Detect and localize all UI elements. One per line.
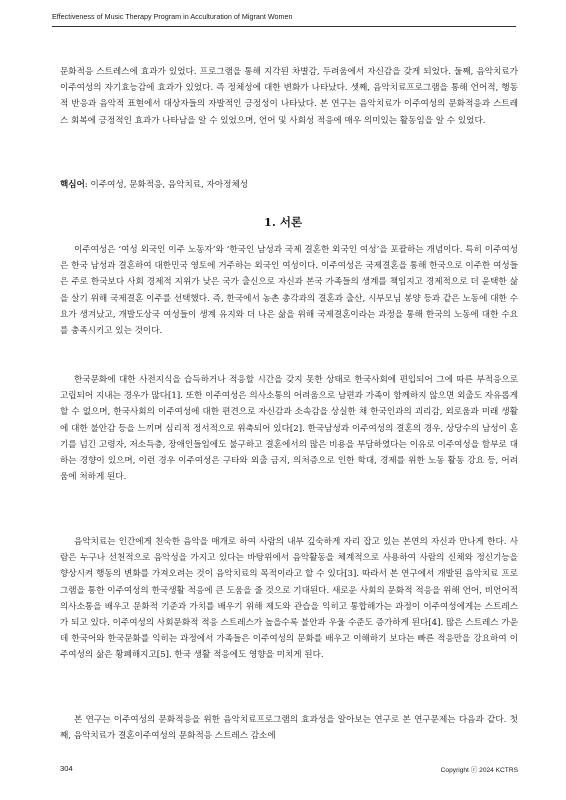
running-head: Effectiveness of Music Therapy Program in Acculturation of Migrant Women xyxy=(52,12,293,21)
page-number: 304 xyxy=(60,764,73,773)
section-heading: 1. 서론 xyxy=(263,215,303,229)
paragraph-1: 이주여성은 ‘여성 외국인 이주 노동자’와 ‘한국인 남성과 국제 결혼한 외국인 여성’을 포괄하는 개념이다. 특히 이주여성은 한국 남성과 결혼하여 대한민국 영토에 거주하는 외국인 여성이다. 이주여성은 국제결혼을 통해 한국으로 이주한 여성들은 주로 한국보다 사회 경제적 지위가 낮은 국가 출신으로 자신과 본국 가족들의 생계를 책임지고 경제적으로 더 윤택한 삶을 살기 위해 국제결혼 이주를 선택했다. 즉, 한국에서 농촌 총각과의 결혼과 출산, 시부모님 봉양 등과 같은 노동에 대한 수요가 생겨났고, 개발도상국 여성들이 생계 유지와 더 나은 삶을 위해 국제결혼이라는 과정을 통해 한국의 노동에 대한 수요를 충족시키고 있는 것이다. xyxy=(60,245,518,337)
keywords-text: : 이주여성, 문화적응, 음악치료, 자아정체성 xyxy=(84,180,249,190)
paragraph-3: 음악치료는 인간에게 친숙한 음악을 매개로 하여 사람의 내부 깊숙하게 자리 잡고 있는 본연의 자신과 만나게 한다. 사람은 누구나 선천적으로 음악성을 가지고 있다는 바탕위에서 음악활동을 체계적으로 사용하여 사람의 신체와 정신기능을 향상시켜 행동의 변화를 가져오려는 것이 음악치료의 목적이라고 할 수 있다[3]. 따라서 본 연구에서 개발된 음악치료 프로그램을 통한 이주여성의 한국생활 적응에 큰 도움을 줄 것으로 기대된다. 새로운 사회의 문화적 적응을 위해 언어, 비언어적 의사소통을 배우고 문화적 기준과 가치를 배우기 위해 제도와 관습을 익히고 통합해가는 과정이 이주여성에게는 스트레스가 되고 있다. 이주여성의 사회문화적 적응 스트레스가 높을수록 불안과 우울 수준도 증가하게 된다[4]. 많은 스트레스 가운데 한국어와 한국문화를 익히는 과정에서 가족들은 이주여성의 문화를 배우고 이해하기 보다는 빠른 적응만을 강요하여 이주여성의 삶은 황폐해지고[5]. 한국 생활 적응에도 영향을 미치게 된다. xyxy=(60,537,518,661)
abstract-text: 문화적응 스트레스에 효과가 있었다. 프로그램을 통해 지각된 차별감, 두려움에서 자신감을 갖게 되었다. 둘째, 음악치료가 이주여성의 자기효능감에 효과가 있었다. 즉 정체성에 대한 변화가 나타났다. 셋째, 음악치료프로그램을 통해 언어적, 행동적 반응과 음악적 표현에서 대상자들의 자발적인 긍정성이 나타났다. 본 연구는 음악치료가 이주여성의 문화적응과 스트레스 회복에 긍정적인 효과가 나타남을 알 수 있었으며, 언어 및 사회성 적응에 매우 의미있는 활동임을 알 수 있었다. xyxy=(60,67,518,126)
paragraph-2: 한국문화에 대한 사전지식을 습득하거나 적응할 시간을 갖지 못한 상태로 한국사회에 편입되어 그에 따른 부적응으로 고립되어 지내는 경우가 많다[1]. 또한 이주여성은 의사소통의 어려움으로 남편과 가족이 함께하지 않으면 외출도 자유롭게 할 수 없으며, 한국사회의 이주여성에 대한 편견으로 자신감과 소속감을 상실한 채 한국인과의 괴리감, 외로움과 미래 생활에 대한 불안감 등을 느끼며 심리적 정서적으로 위축되어 있다[2]. 한국남성과 이주여성의 결혼의 경우, 상당수의 남성이 혼기를 넘긴 고령자, 저소득층, 장애인들임에도 불구하고 결혼에서의 많은 비용을 부담하였다는 이유로 이주여성을 함부로 대하는 경향이 있으며, 이런 경우 이주여성은 구타와 외출 금지, 의처증으로 인한 학대, 경제를 위한 노동 활동 강요 등, 어려움에 처하게 된다. xyxy=(60,375,518,483)
paragraph-4: 본 연구는 이주여성의 문화적응을 위한 음악치료프로그램의 효과성을 알아보는 연구로 본 연구문제는 다음과 같다. 첫째, 음악치료가 결혼이주여성의 문화적응 스트레스 감소에 xyxy=(60,715,518,742)
header-rule xyxy=(52,26,516,27)
copyright-notice: Copyright ⓒ 2024 KCTRS xyxy=(440,767,518,774)
keywords-label: 핵심어 xyxy=(60,180,85,190)
keywords-line xyxy=(60,177,518,193)
